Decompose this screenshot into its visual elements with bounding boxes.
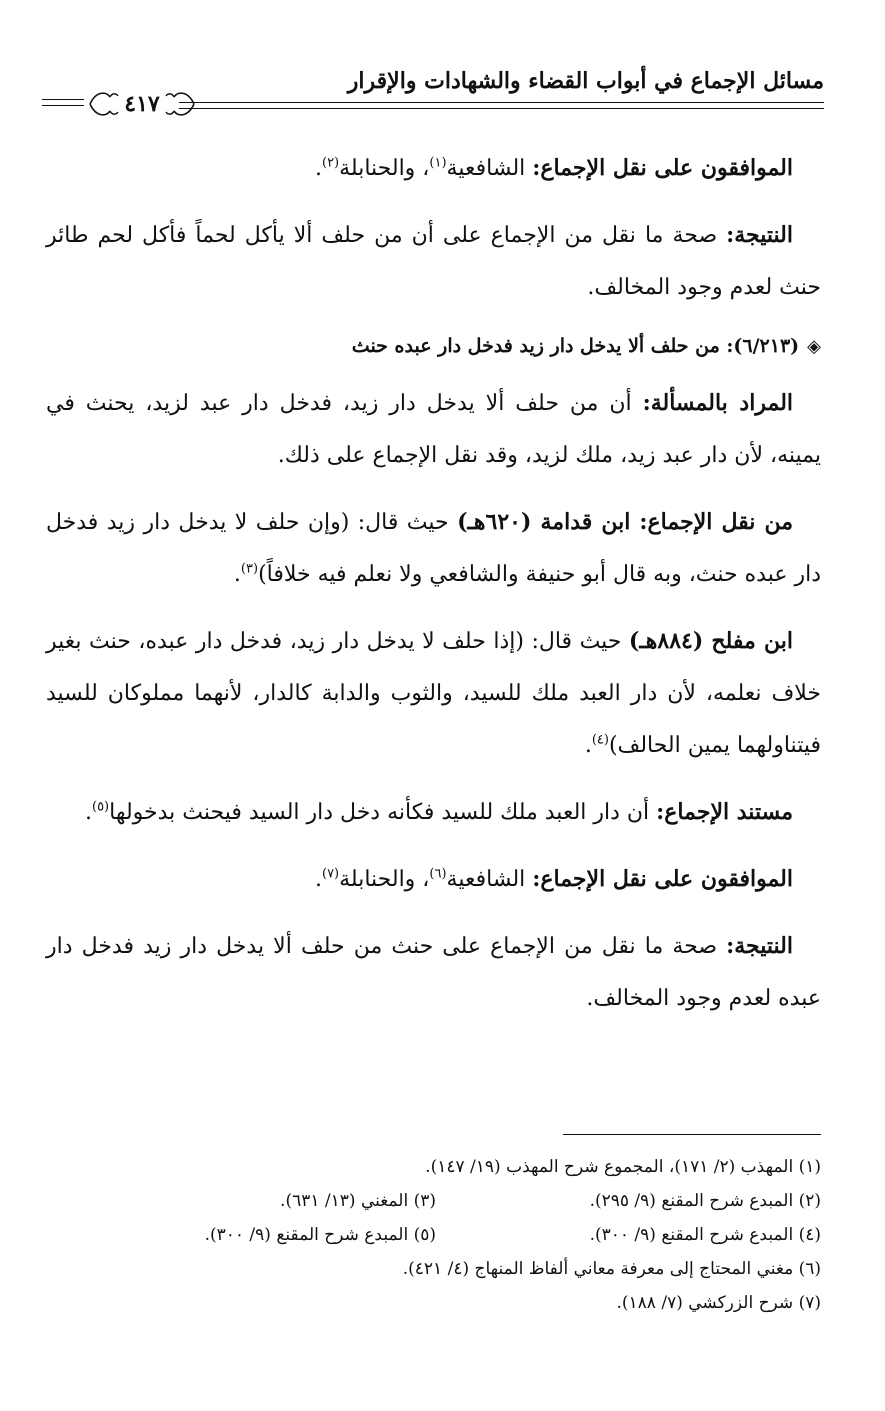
paragraph-text: الشافعية: [446, 156, 533, 181]
paragraph-text: أن من حلف ألا يدخل دار زيد، فدخل دار عبد لزيد، يحنث في يمينه، لأن دار عبد زيد، ملك لزيد، وقد نقل الإجماع على ذلك.: [46, 391, 821, 468]
footnote-ref: (٧): [321, 866, 340, 882]
agreeing-schools-paragraph: [46, 142, 821, 195]
transmitter-paragraph: [46, 496, 821, 601]
paragraph-text: صحة ما نقل من الإجماع على أن من حلف ألا يأكل لحماً فأكل لحم طائر حنث لعدم وجود المخالف.: [46, 223, 821, 300]
paragraph-text: ، والحنابلة: [339, 867, 430, 892]
footnote-ref: (٢): [321, 155, 340, 171]
paragraph-label: من نقل الإجماع: ابن قدامة (٦٢٠هـ): [457, 509, 793, 535]
footnote-ref: (٤): [591, 732, 609, 748]
footnote-ref: (٦): [429, 866, 447, 882]
footnote: (١) المهذب (٢/ ١٧١)، المجموع شرح المهذب (١٩/ ١٤٧).: [425, 1157, 821, 1177]
basis-paragraph: [46, 786, 821, 839]
footnote: (٦) مغني المحتاج إلى معرفة معاني ألفاظ المنهاج (٤/ ٤٢١).: [402, 1259, 821, 1279]
result-paragraph: [46, 209, 821, 314]
footnote-ref: (٣): [240, 561, 259, 577]
main-text: [46, 142, 821, 1039]
meaning-paragraph: [46, 377, 821, 482]
footnote-separator: [563, 1134, 821, 1135]
ibn-muflih-paragraph: [46, 615, 821, 772]
issue-heading: [46, 328, 821, 365]
paragraph-text: ، والحنابلة: [339, 156, 430, 181]
paragraph-label: مستند الإجماع:: [656, 799, 793, 825]
paragraph-text: حيث قال: (إذا حلف لا يدخل دار زيد، فدخل دار عبده، حنث بغير خلاف نعلمه، لأن دار العبد ملك للسيد، والثوب والدابة كالدار، لأنهما مملوكان للسيد فيتناولهما يمين الحالف): [46, 629, 821, 758]
footnote-ref: (٥): [91, 799, 110, 815]
result-paragraph: [46, 920, 821, 1025]
paragraph-end: .: [84, 800, 92, 825]
footnote: (٤) المبدع شرح المقنع (٩/ ٣٠٠).: [589, 1225, 821, 1245]
header-left-rules: [42, 99, 84, 111]
paragraph-end: .: [584, 733, 592, 758]
paragraph-end: .: [233, 562, 241, 587]
footnote: (٧) شرح الزركشي (٧/ ١٨٨).: [616, 1293, 821, 1313]
paragraph-label: الموافقون على نقل الإجماع:: [532, 155, 793, 181]
paragraph-label: الموافقون على نقل الإجماع:: [532, 866, 793, 892]
paragraph-text: حيث قال: (وإن حلف لا يدخل دار زيد فدخل دار عبده حنث، وبه قال أبو حنيفة والشافعي ولا نعلم فيه خلافاً): [46, 510, 821, 587]
footnote: (٢) المبدع شرح المقنع (٩/ ٢٩٥).: [589, 1191, 821, 1211]
paragraph-text: صحة ما نقل من الإجماع على حنث من حلف ألا يدخل دار زيد فدخل دار عبده لعدم وجود المخالف.: [46, 934, 821, 1011]
paragraph-text: أن دار العبد ملك للسيد فكأنه دخل دار السيد فيحنث بدخولها: [109, 800, 657, 825]
footnote: (٥) المبدع شرح المقنع (٩/ ٣٠٠).: [204, 1225, 436, 1245]
paragraph-end: .: [314, 156, 322, 181]
footnotes: [51, 1150, 821, 1320]
header-rule-top: [179, 102, 824, 103]
paragraph-label: النتيجة:: [726, 222, 793, 248]
footnote-ref: (١): [429, 155, 447, 171]
page-number: ٤١٧: [124, 91, 160, 117]
paragraph-label: ابن مفلح (٨٨٤هـ): [628, 628, 793, 654]
page-number-ornament: [82, 87, 202, 121]
paragraph-text: الشافعية: [446, 867, 533, 892]
paragraph-end: .: [314, 867, 322, 892]
issue-title: (٦/٢١٣): من حلف ألا يدخل دار زيد فدخل دار عبده حنث: [351, 335, 800, 357]
running-title: مسائل الإجماع في أبواب القضاء والشهادات والإقرار: [347, 68, 824, 94]
header-rule-bottom: [179, 108, 824, 109]
agreeing-schools-paragraph: [46, 853, 821, 906]
page-header: [42, 62, 824, 122]
diamond-bullet-icon: ◈: [807, 336, 821, 357]
footnote: (٣) المغني (١٣/ ٦٣١).: [280, 1191, 436, 1211]
paragraph-label: المراد بالمسألة:: [642, 390, 794, 416]
paragraph-label: النتيجة:: [726, 933, 793, 959]
